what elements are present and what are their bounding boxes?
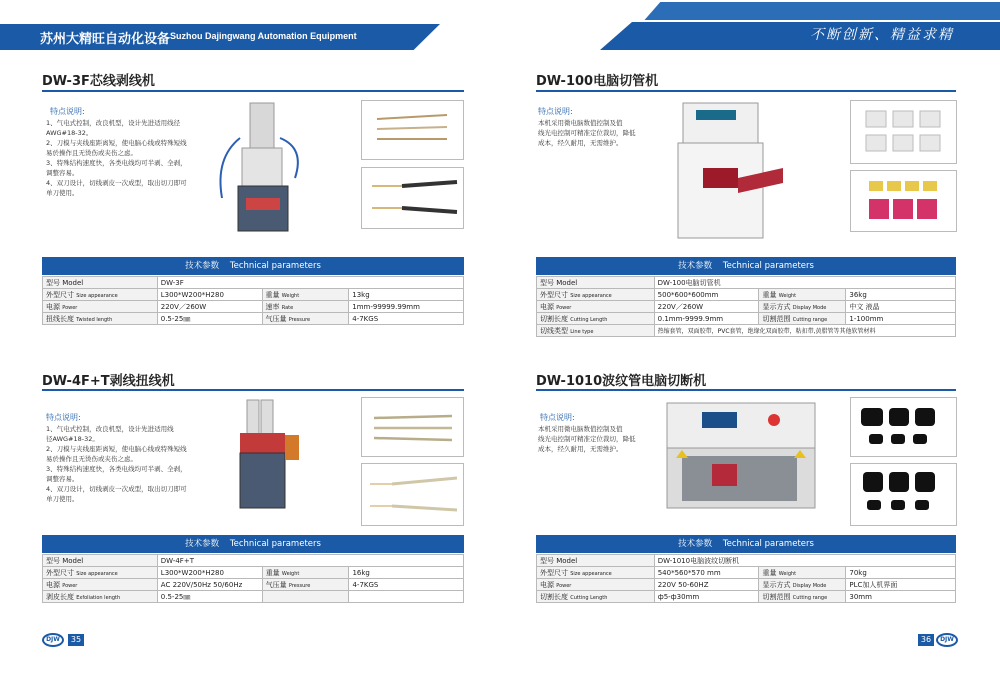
machine-photo-dw100 [668, 98, 788, 243]
page-number-right: 36 [918, 634, 934, 646]
product-photo-sleeves-1 [850, 100, 957, 164]
page-number-left: 35 [68, 634, 84, 646]
table-row: 外型尺寸 Size appearance 500*600*600mm 重量 Weight 36kg [537, 289, 956, 301]
tech-params-en: Technical parameters [229, 539, 321, 549]
table-row [43, 277, 464, 289]
features-label: 特点说明: [50, 107, 85, 116]
model-label: 型号 Model [43, 555, 158, 567]
company-logo-left: DJW [42, 633, 64, 647]
section-divider [536, 90, 956, 92]
header-band-right-top [605, 2, 1000, 20]
product-photo-corrugated-1 [850, 397, 957, 457]
section-divider [42, 389, 464, 391]
product-photo-wires-3 [361, 397, 464, 457]
tech-params-header [42, 535, 464, 553]
table-row [537, 555, 956, 567]
section-title: DW-1010波纹管电脑切断机 [536, 374, 707, 389]
tech-params-cn: 技术参数 [678, 261, 713, 271]
tech-params-header [42, 257, 464, 275]
table-row: 电源 Power 220V 50-60HZ 显示方式 Display Mode PLC加人机界面 [537, 579, 956, 591]
product-photo-wires-4 [361, 463, 464, 526]
model-value: DW-4F+T [157, 555, 463, 567]
features-text: 本机采用微电脑数值控制及值 线光电控制可精准定位裁切，降低 成本，经久耐用，无需维护。 [538, 119, 636, 147]
features-text: 1、气电式控制，改良机型，设计先进适用线 径AWG#18-32。 2、刀模与夹线座距离短，使电脑心线或特殊短线 易於操作且无烫伤或夹伤之虑。 3、特殊结构速度快，各类电线均可半剥、全剥， 调整容易。 4、双刀设计，切线剥皮一次成型，取出切刀即可 单刀使用。 [46, 425, 187, 503]
table-row: 剥皮长度 Exfoliation length 0.5-25㎜ [43, 591, 464, 603]
table-row: 切割长度 Cutting Length ф5-ф30mm 切割范围 Cutting range 30mm [537, 591, 956, 603]
table-row: 电源 Power 220V／260W 显示方式 Display Mode 中文 液晶 [537, 301, 956, 313]
spec-table [536, 554, 956, 603]
table-row [43, 555, 464, 567]
company-logo-right: DJW [936, 633, 958, 647]
tech-params-cn: 技术参数 [678, 539, 713, 549]
model-value: DW-3F [157, 277, 463, 289]
section-title: DW-4F+T剥线扭线机 [42, 374, 175, 389]
product-photo-sleeves-2 [850, 170, 957, 232]
table-row: 电源 Power 220V／260W 速率 Rate 1mm-99999.99mm [43, 301, 464, 313]
tech-params-header [536, 535, 956, 553]
company-name-en: Suzhou Dajingwang Automation Equipment [170, 31, 357, 41]
table-row [537, 277, 956, 289]
section-divider [536, 389, 956, 391]
section-title: DW-3F芯线剥线机 [42, 74, 155, 89]
tech-params-en: Technical parameters [229, 261, 321, 271]
features-text: 本机采用微电脑数值控制及值 线光电控制可精准定位裁切，降低 成本，经久耐用，无需维护。 [538, 425, 636, 453]
company-name-cn: 苏州大精旺自动化设备 [40, 32, 171, 47]
tech-params-en: Technical parameters [722, 261, 814, 271]
machine-photo-dw1010 [662, 398, 822, 523]
table-row: 电源 Power AC 220V/50Hz 50/60Hz 气压量 Pressure 4-7KGS [43, 579, 464, 591]
table-row: 切割长度 Cutting Length 0.1mm-9999.9mm 切割范围 Cutting range 1-100mm [537, 313, 956, 325]
spec-table [42, 276, 464, 325]
model-value: DW-1010电脑波纹切断机 [654, 555, 955, 567]
features-label: 特点说明: [46, 413, 81, 422]
model-label: 型号 Model [537, 277, 655, 289]
table-row: 外型尺寸 Size appearance 540*560*570 mm 重量 Weight 70kg [537, 567, 956, 579]
product-photo-wires-1 [361, 100, 464, 160]
features-text: 1、气电式控制，改良机型，设计先进适用线径 AWG#18-32。 2、刀模与夹线座距离短，使电脑心线或特殊短线 易於操作且无烫伤或夹伤之虑。 3、特殊结构速度快，各类电线均可半剥、全剥， 调整容易。 4、双刀设计，切线剥皮一次成型，取出切刀即可 单刀使用。 [46, 119, 187, 197]
features-label: 特点说明: [538, 107, 573, 116]
tech-params-cn: 技术参数 [185, 539, 220, 549]
section-divider [42, 90, 464, 92]
product-photo-wires-2 [361, 167, 464, 229]
machine-photo-dw3f [210, 98, 310, 243]
machine-photo-dw4ft [225, 395, 315, 525]
section-title: DW-100电脑切管机 [536, 74, 659, 89]
model-value: DW-100电脑切管机 [654, 277, 955, 289]
tech-params-en: Technical parameters [722, 539, 814, 549]
slogan: 不断创新、精益求精 [810, 27, 954, 43]
tech-params-cn: 技术参数 [185, 261, 220, 271]
table-row: 扭线长度 Twisted length 0.5-25㎜ 气压量 Pressure 4-7KGS [43, 313, 464, 325]
spec-table [42, 554, 464, 603]
table-row: 外型尺寸 Size appearance L300*W200*H280 重量 Weight 16kg [43, 567, 464, 579]
table-row: 切线类型 Line type 热缩套管，双面胶带，PVC套管，绝缘化双面胶带，粘扣带,黄腊管等其他软管材料 [537, 325, 956, 337]
model-label: 型号 Model [537, 555, 655, 567]
table-row: 外型尺寸 Size appearance L300*W200*H280 重量 Weight 13kg [43, 289, 464, 301]
spec-table [536, 276, 956, 337]
product-photo-corrugated-2 [850, 463, 957, 526]
features-label: 特点说明: [540, 413, 575, 422]
tech-params-header [536, 257, 956, 275]
model-label: 型号 Model [43, 277, 158, 289]
